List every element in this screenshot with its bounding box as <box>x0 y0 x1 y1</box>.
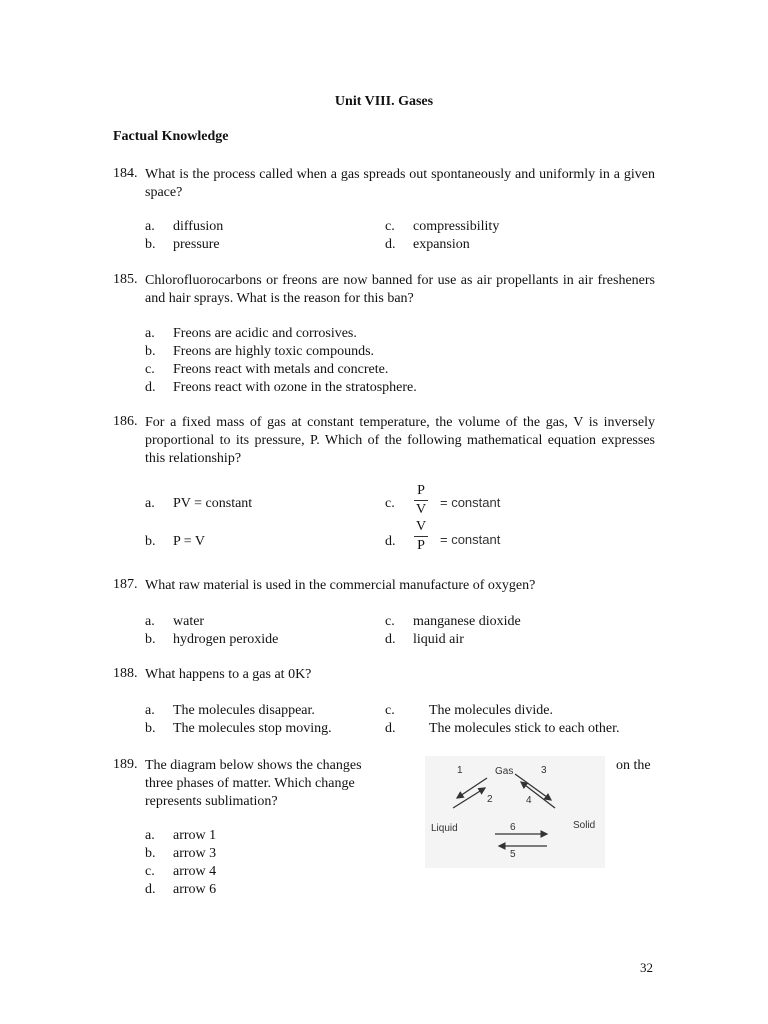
arrow-1-label: 1 <box>457 765 463 776</box>
question-number: 185. <box>113 272 138 287</box>
liquid-label: Liquid <box>431 823 458 834</box>
question-number: 187. <box>113 577 138 592</box>
arrow-3 <box>515 774 551 800</box>
option-d: d. liquid air <box>385 632 464 647</box>
gas-label: Gas <box>495 766 514 777</box>
page-number: 32 <box>640 960 653 975</box>
option-c: c. arrow 4 <box>145 864 217 879</box>
arrow-1 <box>457 778 487 798</box>
option-c: c. Freons react with metals and concrete. <box>145 362 389 377</box>
fraction-v-over-p: V P <box>415 519 427 553</box>
phase-change-diagram <box>425 756 605 868</box>
option-c: c. The molecules divide. <box>385 703 554 718</box>
option-a: a. The molecules disappear. <box>145 703 315 718</box>
option-a: a. arrow 1 <box>145 828 217 843</box>
option-a: a. Freons are acidic and corrosives. <box>145 326 357 341</box>
question-text: What happens to a gas at 0K? <box>145 667 312 682</box>
question-number: 188. <box>113 666 138 681</box>
option-c: c. <box>385 496 395 511</box>
arrow-5-label: 5 <box>510 849 516 860</box>
solid-label: Solid <box>573 820 596 831</box>
question-text: For a fixed mass of gas at constant temperature, the volume of the gas, V is inversely proportional to its pressure, P. Which of the following mathematical equation expresses this relationship? <box>145 415 655 466</box>
arrow-2-label: 2 <box>487 794 493 805</box>
question-text: What raw material is used in the commercial manufacture of oxygen? <box>145 578 536 593</box>
arrow-6-label: 6 <box>510 822 516 833</box>
section-heading: Factual Knowledge <box>113 129 229 144</box>
fraction-p-over-v: P V <box>415 483 427 517</box>
option-c: c. compressibility <box>385 219 500 234</box>
option-d: d. The molecules stick to each other. <box>385 721 620 736</box>
option-a: a. diffusion <box>145 219 224 234</box>
option-b: b. pressure <box>145 237 220 252</box>
question-text-continued: on the <box>616 758 651 773</box>
option-b: b. The molecules stop moving. <box>145 721 332 736</box>
option-b: b. Freons are highly toxic compounds. <box>145 344 375 359</box>
option-b: b. hydrogen peroxide <box>145 632 279 647</box>
question-text: The diagram below shows the changes three phases of matter. Which change represents sublimation? <box>145 758 362 809</box>
option-b: b. arrow 3 <box>145 846 217 861</box>
arrow-4-label: 4 <box>526 795 532 806</box>
page-title: Unit VIII. Gases <box>334 94 434 109</box>
arrow-3-label: 3 <box>541 765 547 776</box>
question-number: 189. <box>113 757 138 772</box>
option-c: c. manganese dioxide <box>385 614 521 629</box>
question-number: 184. <box>113 166 138 181</box>
option-b: b. P = V <box>145 534 206 549</box>
option-d: d. arrow 6 <box>145 882 217 897</box>
question-text: What is the process called when a gas spreads out spontaneously and uniformly in a given space? <box>145 167 655 200</box>
question-text: Chlorofluorocarbons or freons are now banned for use as air propellants in air fresheners and hair sprays. What is the reason for this ban? <box>145 273 655 306</box>
option-a: a. PV = constant <box>145 496 253 511</box>
question-number: 186. <box>113 414 138 429</box>
option-d: d. Freons react with ozone in the stratosphere. <box>145 380 417 395</box>
option-d: d. expansion <box>385 237 470 252</box>
equation-rhs: = constant <box>440 532 501 547</box>
option-a: a. water <box>145 614 205 629</box>
equation-rhs: = constant <box>440 495 501 510</box>
option-d: d. <box>385 534 396 549</box>
